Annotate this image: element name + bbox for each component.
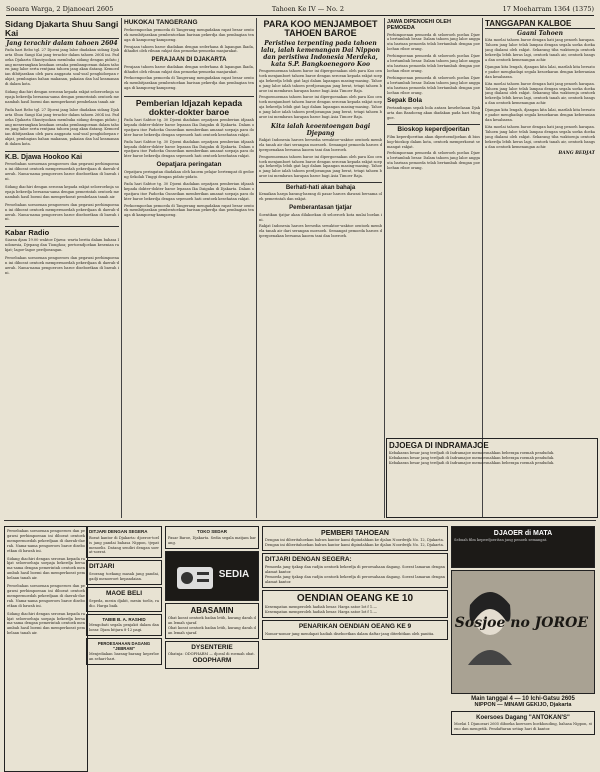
ad-title: DYSENTERIE <box>191 643 233 651</box>
ad-column-notices <box>262 524 448 768</box>
article-body: Kebakaran besar jang terdjadi di Indramajoe memoesnahkan beberapa roemah penduduk. <box>389 456 555 461</box>
article-body: Perajaan tahoen baroe diadakan dengan sederhana di lapangan Ikada, dihadiri oleh ribuan rakjat dan pemoeka-pemoeka masjarakat. <box>124 44 254 54</box>
article-body: Pertandingan sepak bola antara kesebelasan Djakarta dan Bandoeng akan diadakan pada hari Minggoe. <box>387 106 480 121</box>
ad-title: TOKO SEDAR <box>197 529 227 534</box>
ads-divider <box>4 520 596 521</box>
subheadline: Kita ialah keoentoengan bagi Djepang <box>270 122 371 137</box>
ad-body: Sidang diachiri dengan seroean kepada rakjat seloeroehnja soepaja bekerdja bersama-sama dengan pemerintah oentoek menambah hasil boemi dan memperkoeat pembelaan tanah air. <box>7 556 85 581</box>
column-rule <box>121 18 122 518</box>
ad-brand: SEDIA <box>218 569 250 581</box>
ad-body: Pemoeda jang tjakap dan radjin oentoek bekerdja di peroesahaan dagang. Soerat lamaran dengan alamat kantor. <box>265 564 445 574</box>
ad-body: Pemoeda jang tjakap dan radjin oentoek bekerdja di peroesahaan dagang. Soerat lamaran dengan alamat kantor. <box>265 574 445 584</box>
article-body: Perkoempoelan pemoeda di Tangerang mengadakan rapat besar oentoek membitjarakan pembentoekan barisan pekerdja dan pembagian tenaga di kampoeng-kampoeng. <box>124 76 254 91</box>
masthead <box>6 3 594 16</box>
ad-column-cinema <box>451 524 595 768</box>
cinema-ad <box>451 526 595 568</box>
column-3 <box>259 19 382 519</box>
masthead-hijri-date: 17 Moeharram 1364 (1375) <box>502 5 594 13</box>
ad-title: Koersoes Dagang "ANTOKAN'S" <box>476 715 570 722</box>
article-body: Kita moelai tahoen baroe dengan hati jang penoeh harapan. Tahoen jang laloe telah lampau dengan segala soeka doeka jang dialami oleh rakjat. Sekarang tiba waktoenja oentoek bekerdja lebih keras lagi, oentoek tanah air, oentoek bangsa dan oentoek kemenangan achir. <box>485 38 595 63</box>
author-signature: BANG BEDJAT <box>558 151 595 157</box>
ad-title: DITJARI DENGAN SEGERA: <box>265 556 352 564</box>
ad-body: Moelai 1 Djanoeari 2605 diboeka koersoes boekhouding, bahasa Nippon, steno dan mengetik. Pendaftaran setiap hari di kantor. <box>454 722 592 732</box>
headline: Oepatjara peringatan <box>156 161 222 169</box>
headline: Bioskop keperdjoeritan <box>387 124 480 134</box>
article-body: Rakjat Indonesia haroes bersedia sewaktoe-waktoe oentoek membela tanah air dari serangan moesoeh. Semangat pemoeda haroes dipergoenakan bersama kaoem tani dan boeroeh. <box>259 224 382 239</box>
film-poster <box>451 570 595 694</box>
byline: Gaani Tahoen <box>517 30 563 38</box>
article-body: Kenaikan harga barang-barang di pasar haroes diawasi bersama oleh pemerintah dan rakjat. <box>259 192 382 202</box>
headline: PARA KOO MENJAMBOET TAHOEN BAROE <box>263 19 378 39</box>
poster-studio: NIPPON — MINAMI GEKIJO, Djakarta <box>474 702 572 709</box>
column-rule <box>384 18 385 518</box>
notice-box <box>386 438 598 518</box>
headline: Sepak Bola <box>387 97 423 105</box>
article-body: Perkoempoelan pemoeda di Tangerang mengadakan rapat besar oentoek membitjarakan pembentoekan barisan pekerdja dan pembagian tenaga di kampoeng-kampoeng. <box>124 27 254 42</box>
article-body: Siaran djam 19.00 waktoe Djawa: warta berita dalam bahasa Indonesia, Djepang dan Tionghoa; pertoendjoekan kesenian rakjat; lagoe-lagoe perdjoeangan. <box>5 238 119 253</box>
article-body: Kita moelai tahoen baroe dengan hati jang penoeh harapan. Tahoen jang laloe telah lampau dengan segala soeka doeka jang dialami oleh rakjat. Sekarang tiba waktoenja oentoek bekerdja lebih keras lagi, oentoek tanah air, oentoek bangsa dan oentoek kemenangan achir. <box>485 124 595 149</box>
article-body: Perhimpoenan pemoeda di seloeroeh poelau Djawa bertambah besar. Dalam tahoen jang laloe anggauta barisan pemoeda telah bertambah dengan poeloehan riboe orang. <box>387 151 480 171</box>
article-body: Sidang diachiri dengan seroean kepada rakjat seloeroehnja soepaja bekerdja bersama-sama dengan pemerintah oentoek menambah hasil boemi dan memperkoeat pembelaan tanah air. <box>5 185 119 199</box>
ad-body: Boeat kantor di Djakarta: djoeroe-toelis jang pandai bahasa Nippon, tjepat menoelis. Datang sendiri dengan soerat-soerat. <box>89 535 159 555</box>
poster-title: Sosjoe no JOROE <box>454 615 588 631</box>
radio-ad <box>165 551 259 601</box>
ad-body: Nomor-nomor jang mendapat hadiah diseboetkan dalam daftar jang diterbitkan oleh panitia. <box>265 631 435 636</box>
ad-title: PEROESAHAAN DAGANG "JEBRAM" <box>97 641 151 651</box>
ad-title: OENDIAN OEANG KE 10 <box>296 592 414 604</box>
ad-column-products <box>165 524 259 768</box>
article-body: Peroebahan soesoenan pengoeroes dan pegawai perhimpoenan ini diboeat oentoek mempermoedah pekerdjaan di daerah-daerah. Nama-nama pengoeroes baroe diseboetkan di bawah ini. <box>5 162 119 182</box>
ad-brand: ODOPHARM <box>192 657 232 665</box>
article-body: Kita moelai tahoen baroe dengan hati jang penoeh harapan. Tahoen jang laloe telah lampau dengan segala soeka doeka jang dialami oleh rakjat. Sekarang tiba waktoenja oentoek bekerdja lebih keras lagi, oentoek tanah air, oentoek bangsa dan oentoek kemenangan achir. <box>485 81 595 106</box>
ad-body: Kesempatan memperoleh hadiah besar. Harga satoe lot f 1.— <box>265 605 377 610</box>
ad-body: Dengan ini diberitahoekan bahwa kantor kami dipindahkan ke djalan Noordwijk No. 12, Djakarta. <box>265 543 444 548</box>
article-body: Kebakaran besar jang terdjadi di Indramajoe memoesnahkan beberapa roemah penduduk. <box>389 461 555 466</box>
radio-icon <box>175 561 215 591</box>
ad-body: Sepeda, mesin djahit, mesin toelis, radio. Harga baik. <box>89 598 159 608</box>
article-body: Pada hari Rebo tgl. 27 Djoeni jang laloe diadakan sidang Djakarta Shuu Sangi Kai jang terachir dalam tahoen 2604 ini. Padoeka Djakarta Shuutyookan membuka sidang dengan pidato jang menerangkan keadaan oesaha pembangoenan dalam tahoen jang laloe serta rentjana tahoen jang akan datang. Kemoedian dibitjarakan oleh para anggauta soal-soal penghidoepan rakjat, pembagian bahan makanan, pakaian dan hal keamanan di dalam kota. <box>5 107 119 147</box>
ad-body: Obat koeat oentoek badan letih, kurang darah dan lemah sjaraf. <box>168 625 256 635</box>
masthead-edition: Tahoen Ke IV — No. 2 <box>271 5 345 13</box>
headline: TANGGAPAN KALBOE <box>485 20 595 29</box>
article-body: Peroebahan soesoenan pengoeroes dan pegawai perhimpoenan ini diboeat oentoek mempermoedah pekerdjaan di daerah-daerah. Nama-nama pengoeroes baroe diseboetkan di bawah ini. <box>5 202 119 222</box>
article-body: Rakjat Indonesia haroes bersedia sewaktoe-waktoe oentoek membela tanah air dari serangan moesoeh. Semangat pemoeda haroes dipergoenakan bersama kaoem tani dan boeroeh. <box>259 137 382 152</box>
article-body: Perhimpoenan pemoeda di seloeroeh poelau Djawa bertambah besar. Dalam tahoen jang laloe anggauta barisan pemoeda telah bertambah dengan poeloehan riboe orang. <box>387 32 480 52</box>
article-body: Pada hari Sabtoe tg. 30 Djoeni diadakan oepatjara pemberian idjazah kepada dokter-dokter baroe lepasan Ika Daigaku di Djakarta. Dalam oepatjara itoe Padoeka Gunseikan memberikan amanat soepaja para dokter baroe bekerdja dengan sepenoeh hati oentoek kesehatan rakjat. <box>124 181 254 201</box>
masthead-date: Soeara Warga, 2 Djanoeari 2605 <box>6 5 114 13</box>
ad-body: Obat koeat oentoek badan letih, kurang darah dan lemah sjaraf. <box>168 615 256 625</box>
ad-title: PENARIKAN OENDIAN OEANG KE 9 <box>298 622 412 630</box>
column-2 <box>124 19 254 519</box>
ad-title: ABASAMIN <box>190 605 234 615</box>
article-body: Djangan kita lengah, djangan kita lalai, marilah kita bersatoe padoe menghadapi segala kesoekaran dengan keberanian dan kesabaran. <box>485 64 595 79</box>
ad-body: Sebuah film keperdjoeritan jang penoeh semangat. <box>454 538 548 543</box>
article-body: Perajaan tahoen baroe diadakan dengan sederhana di lapangan Ikada, dihadiri oleh ribuan rakjat dan pemoeka-pemoeka masjarakat. <box>124 64 254 74</box>
headline: Pemberantasan tjatjar <box>289 205 352 212</box>
ad-body: Mengobati segala penjakit dalam dan loear. Djam bitjara 8-12 pagi. <box>89 623 159 633</box>
article-body: Pada hari Sabtoe tg. 30 Djoeni diadakan oepatjara pemberian idjazah kepada dokter-dokter baroe lepasan Ika Daigaku di Djakarta. Dalam oepatjara itoe Padoeka Gunseikan memberikan amanat soepaja para dokter baroe bekerdja dengan sepenoeh hati oentoek kesehatan rakjat. <box>124 118 254 137</box>
article-body: Pada hari Rebo tgl. 27 Djoeni jang laloe diadakan sidang Djakarta Shuu Sangi Kai jang terachir dalam tahoen 2604 ini. Padoeka Djakarta Shuutyookan membuka sidang dengan pidato jang menerangkan keadaan oesaha pembangoenan dalam tahoen jang laloe serta rentjana tahoen jang akan datang. Kemoedian dibitjarakan oleh para anggauta soal-soal penghidoepan rakjat, pembagian bahan makanan, pakaian dan hal keamanan di dalam kota. <box>5 47 119 87</box>
headline: Kabar Radio <box>5 226 119 237</box>
article-body: Peroebahan soesoenan pengoeroes dan pegawai perhimpoenan ini diboeat oentoek mempermoedah pekerdjaan di daerah-daerah. Nama-nama pengoeroes baroe diseboetkan di bawah ini. <box>5 255 119 275</box>
ad-column-classifieds <box>86 524 162 764</box>
headline: HUKOKAI TANGERANG <box>124 19 198 26</box>
ad-body: Menjediakan barang-barang keperloean sehari-hari. <box>89 651 159 661</box>
headline: DJOEGA DI INDRAMAJOE <box>389 441 489 450</box>
article-body: Perkoempoelan pemoeda di Tangerang mengadakan rapat besar oentoek membitjarakan pembentoekan barisan pekerdja dan pembagian tenaga di kampoeng-kampoeng. <box>124 203 254 218</box>
ad-title: TABIB B. A. RASHID <box>102 616 146 622</box>
article-body: Pengoemoeman tahoen baroe ini dipergoenakan oleh para Koo oentoek menjamboet tahoen baroe dengan seroean kepada rakjat soepaja bekerdja lebih giat lagi dalam lapangan masing-masing. Tahoen jang laloe ialah tahoen perdjoeangan jang berat, tetapi tahoen baroe ini membawa harapan baroe bagi Asia Timoer Raja. <box>259 95 382 120</box>
subheadline: Peristiwa terpenting pada tahoen lalu, ialah kemenangan Dai Nippon dan peristiwa Indonesia Merdeka, kata S.P. Bangkoenegoro Koo <box>260 39 381 68</box>
column-rule <box>256 18 257 518</box>
headline: Sidang Djakarta Shuu Sangi Kai <box>5 19 119 38</box>
ad-body: Obatnja: ODOPHARM — djoeal di roemah obat. <box>168 652 255 657</box>
ad-body: Sidang diachiri dengan seroean kepada rakjat seloeroehnja soepaja bekerdja bersama-sama dengan pemerintah oentoek menambah hasil boemi dan memperkoeat pembelaan tanah air. <box>7 611 85 636</box>
headline: K.B. Djawa Hookoo Kai <box>5 151 119 161</box>
subheadline: Jang terachir dalam tahoen 2604 <box>6 39 118 47</box>
headline: JAWA DIPENOEHI OLEH PEMOEDA <box>387 19 451 31</box>
headline: Berhati-hati akan bahaja <box>259 182 382 191</box>
ad-left-notice <box>4 526 88 772</box>
article-body: Oepatjara peringatan diadakan oleh kaoem pelajar bertempat di gedoeng Sekolah Tinggi dengan pidato-pidato. <box>124 170 254 179</box>
column-1 <box>5 19 119 519</box>
headline: Pemberian Idjazah kepada dokter-dokter baroe <box>124 96 254 117</box>
ad-title: DITJARI DENGAN SEGERA <box>89 529 148 534</box>
ad-title: MAOE BELI <box>105 589 143 597</box>
article-body: Perhimpoenan pemoeda di seloeroeh poelau Djawa bertambah besar. Dalam tahoen jang laloe anggauta barisan pemoeda telah bertambah dengan poeloehan riboe orang. <box>387 54 480 73</box>
article-body: Pada hari Sabtoe tg. 30 Djoeni diadakan oepatjara pemberian idjazah kepada dokter-dokter baroe lepasan Ika Daigaku di Djakarta. Dalam oepatjara itoe Padoeka Gunseikan memberikan amanat soepaja para dokter baroe bekerdja dengan sepenoeh hati oentoek kesehatan rakjat. <box>124 139 254 159</box>
article-body: Film keperdjoeritan akan dipertoendjoekan di bioskop-bioskop dalam kota, oentoek memperkoeat semangat rakjat. <box>387 134 480 149</box>
column-5 <box>485 19 595 419</box>
ad-title: PEMBERI TAHOEAN <box>321 530 389 537</box>
article-body: Djangan kita lengah, djangan kita lalai, marilah kita bersatoe padoe menghadapi segala kesoekaran dengan keberanian dan kesabaran. <box>485 108 595 122</box>
ad-body: Seorang toekang masak jang pandai, gadji menoeroet kepandaian. <box>89 572 159 582</box>
article-body: Perhimpoenan pemoeda di seloeroeh poelau Djawa bertambah besar. Dalam tahoen jang laloe anggauta barisan pemoeda telah bertambah dengan poeloehan riboe orang. <box>387 75 480 95</box>
ad-body: Kesempatan memperoleh hadiah besar. Harga satoe lot f 1.— <box>265 610 377 614</box>
article-body: Sidang diachiri dengan seroean kepada rakjat seloeroehnja soepaja bekerdja bersama-sama dengan pemerintah oentoek menambah hasil boemi dan memperkoeat pembelaan tanah air. <box>5 90 119 104</box>
ad-body: Dengan ini diberitahoekan bahwa kantor kami dipindahkan ke djalan Noordwijk No. 12, Djakarta. <box>265 538 444 543</box>
article-body: Pengoemoeman tahoen baroe ini dipergoenakan oleh para Koo oentoek menjamboet tahoen baroe dengan seroean kepada rakjat soepaja bekerdja lebih giat lagi dalam lapangan masing-masing. Tahoen jang laloe ialah tahoen perdjoeangan jang berat, tetapi tahoen baroe ini membawa harapan baroe bagi Asia Timoer Raja. <box>259 68 382 93</box>
article-body: Kebakaran besar jang terdjadi di Indramajoe memoesnahkan beberapa roemah penduduk. <box>389 451 555 456</box>
poster-caption: Main tanggal 4 — 10 Ichi-Gatsu 2605 <box>471 696 575 702</box>
article-body: Pengoemoeman tahoen baroe ini dipergoenakan oleh para Koo oentoek menjamboet tahoen baroe dengan seroean kepada rakjat soepaja bekerdja lebih giat lagi dalam lapangan masing-masing. Tahoen jang laloe ialah tahoen perdjoeangan jang berat, tetapi tahoen baroe ini membawa harapan baroe bagi Asia Timoer Raja. <box>259 154 382 179</box>
ad-body: Peroebahan soesoenan pengoeroes dan pegawai perhimpoenan ini diboeat oentoek mempermoedah pekerdjaan di daerah-daerah. Nama-nama pengoeroes baroe diseboetkan di bawah ini. <box>7 584 85 608</box>
headline: PERAJAAN DI DJAKARTA <box>151 57 227 64</box>
ad-body: Pasar Baroe, Djakarta. Sedia segala matjam barang. <box>168 535 256 545</box>
ad-title: DITJARI <box>89 563 115 571</box>
article-body: Soentikan tjatjar akan dilakoekan di seloeroeh kota mulai boelan ini. <box>259 212 382 222</box>
ad-body: Peroebahan soesoenan pengoeroes dan pegawai perhimpoenan ini diboeat oentoek mempermoedah pekerdjaan di daerah-daerah. Nama-nama pengoeroes baroe diseboetkan di bawah ini. <box>7 529 85 553</box>
ad-title: DJAOER di MATA <box>493 530 553 537</box>
